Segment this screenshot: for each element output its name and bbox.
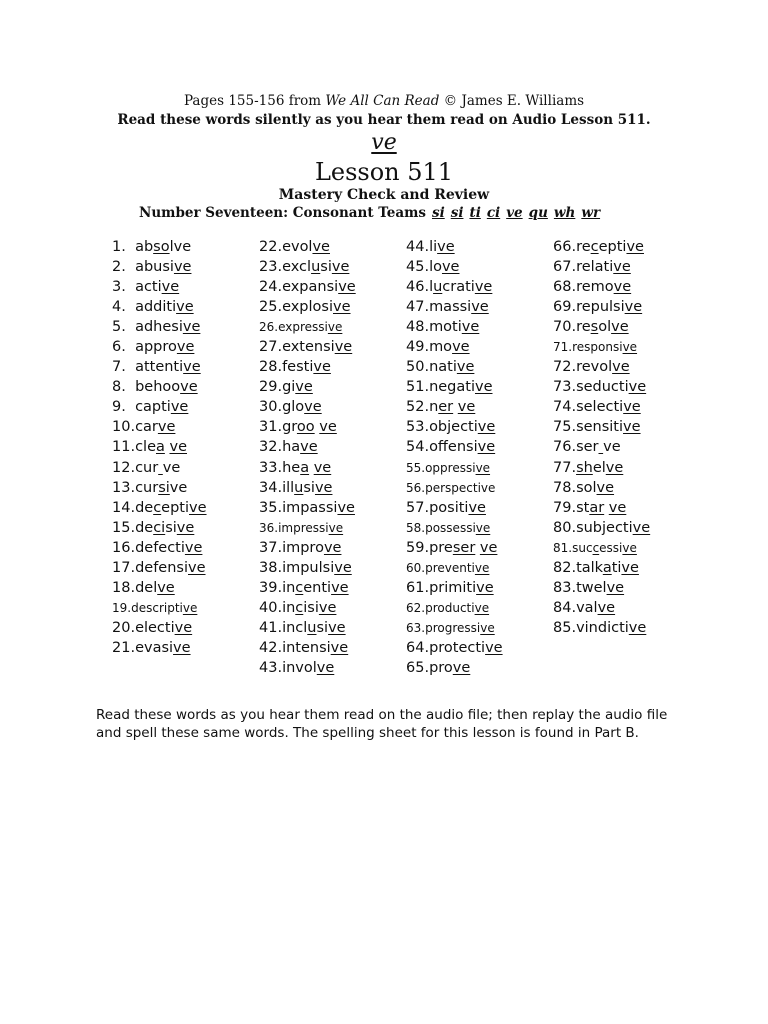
word-item bbox=[406, 658, 503, 678]
word-text: have bbox=[282, 439, 318, 456]
word-item bbox=[112, 638, 207, 658]
word-number: 59. bbox=[406, 539, 430, 556]
team-6: qu bbox=[528, 205, 548, 221]
word-item bbox=[553, 437, 650, 457]
word-item bbox=[406, 598, 503, 618]
word-item bbox=[553, 478, 650, 498]
word-text: preser ve bbox=[429, 539, 498, 556]
word-number: 85. bbox=[553, 619, 577, 636]
word-number: 55. bbox=[406, 460, 426, 475]
word-text: approve bbox=[135, 339, 195, 356]
word-text: active bbox=[135, 279, 180, 296]
word-text: massive bbox=[429, 299, 489, 316]
word-text: positive bbox=[429, 499, 486, 516]
word-number: 69. bbox=[553, 299, 577, 316]
word-item bbox=[259, 598, 356, 618]
word-number: 17. bbox=[112, 559, 136, 576]
word-text: exclusive bbox=[282, 259, 350, 276]
word-item bbox=[112, 377, 207, 397]
word-item bbox=[406, 538, 503, 558]
word-text: vindictive bbox=[576, 619, 647, 636]
word-text: perspective bbox=[425, 480, 496, 495]
word-item bbox=[112, 397, 207, 417]
word-text: captive bbox=[135, 399, 189, 416]
word-item bbox=[112, 357, 207, 377]
word-number: 22. bbox=[259, 239, 283, 255]
word-item bbox=[406, 478, 503, 498]
word-number: 25. bbox=[259, 299, 283, 316]
word-item bbox=[259, 237, 356, 257]
word-number: 32. bbox=[259, 439, 283, 456]
word-number: 71. bbox=[553, 340, 573, 355]
word-item bbox=[406, 618, 503, 638]
word-item bbox=[259, 297, 356, 317]
lesson-subtitle: Mastery Check and Review bbox=[278, 187, 490, 203]
word-number: 34. bbox=[259, 479, 283, 496]
word-number: 82. bbox=[553, 559, 577, 576]
word-number: 68. bbox=[553, 279, 577, 296]
word-item bbox=[112, 417, 207, 437]
word-item bbox=[406, 297, 503, 317]
word-text: objective bbox=[429, 419, 496, 436]
word-text: improve bbox=[282, 539, 342, 556]
word-column-2 bbox=[259, 237, 356, 678]
word-text: abusive bbox=[135, 259, 192, 276]
word-text: incisive bbox=[282, 599, 337, 616]
word-text: remove bbox=[576, 279, 632, 296]
word-item bbox=[112, 598, 207, 618]
word-item bbox=[259, 498, 356, 518]
word-text: productive bbox=[425, 600, 490, 615]
word-text: cursive bbox=[135, 479, 188, 496]
team-5: ve bbox=[506, 205, 523, 221]
word-text: incentive bbox=[282, 579, 349, 596]
word-item bbox=[259, 437, 356, 457]
word-text: oppressive bbox=[425, 460, 491, 475]
word-text: expressive bbox=[278, 320, 343, 335]
word-text: extensive bbox=[282, 339, 353, 356]
word-number: 8. bbox=[112, 379, 136, 396]
word-number: 78. bbox=[553, 479, 577, 496]
word-number: 38. bbox=[259, 559, 283, 576]
word-number: 67. bbox=[553, 259, 577, 276]
word-text: responsive bbox=[572, 340, 638, 355]
word-number: 79. bbox=[553, 499, 577, 516]
word-item bbox=[259, 578, 356, 598]
word-number: 54. bbox=[406, 439, 430, 456]
word-text: negative bbox=[429, 379, 493, 396]
word-item bbox=[406, 558, 503, 578]
word-item bbox=[406, 638, 503, 658]
word-item bbox=[553, 538, 650, 558]
word-number: 50. bbox=[406, 359, 430, 376]
word-number: 16. bbox=[112, 539, 136, 556]
word-item bbox=[553, 237, 650, 257]
word-item bbox=[553, 337, 650, 357]
word-item bbox=[553, 257, 650, 277]
word-item bbox=[259, 377, 356, 397]
word-item bbox=[553, 277, 650, 297]
target-sound: ve bbox=[371, 130, 397, 155]
word-number: 19. bbox=[112, 600, 132, 615]
word-text: seductive bbox=[576, 379, 647, 396]
word-item bbox=[112, 498, 207, 518]
word-text: live bbox=[429, 239, 455, 255]
word-text: explosive bbox=[282, 299, 351, 316]
copyright: © James E. Williams bbox=[443, 93, 585, 109]
word-number: 75. bbox=[553, 419, 577, 436]
word-number: 7. bbox=[112, 359, 136, 376]
word-number: 43. bbox=[259, 659, 283, 676]
word-number: 33. bbox=[259, 459, 283, 476]
word-number: 10. bbox=[112, 419, 136, 436]
word-number: 41. bbox=[259, 619, 283, 636]
word-item bbox=[259, 518, 356, 538]
word-text: involve bbox=[282, 659, 335, 676]
source-citation bbox=[0, 93, 768, 109]
word-text: absolve bbox=[135, 239, 192, 255]
word-text: evasive bbox=[135, 639, 191, 656]
word-item bbox=[406, 277, 503, 297]
word-number: 36. bbox=[259, 520, 279, 535]
word-item bbox=[406, 498, 503, 518]
footer-instruction: Read these words as you hear them read on the audio file; then replay the audio file and spell these same words. The spelling sheet for this lesson is found in Part B. bbox=[96, 707, 668, 741]
word-number: 63. bbox=[406, 620, 426, 635]
word-number: 5. bbox=[112, 319, 136, 336]
word-item bbox=[406, 337, 503, 357]
word-item bbox=[259, 618, 356, 638]
word-item bbox=[112, 478, 207, 498]
word-text: talkative bbox=[576, 559, 639, 576]
word-number: 20. bbox=[112, 619, 136, 636]
word-number: 21. bbox=[112, 639, 136, 656]
word-item bbox=[112, 437, 207, 457]
word-text: glove bbox=[282, 399, 322, 416]
word-item bbox=[406, 317, 503, 337]
word-text: selective bbox=[576, 399, 641, 416]
word-text: adhesive bbox=[135, 319, 201, 336]
word-item bbox=[259, 538, 356, 558]
word-number: 44. bbox=[406, 239, 430, 255]
word-text: elective bbox=[135, 619, 193, 636]
word-item bbox=[259, 317, 356, 337]
word-text: sensitive bbox=[576, 419, 641, 436]
word-column-4 bbox=[553, 237, 650, 638]
word-number: 65. bbox=[406, 659, 430, 676]
word-number: 12. bbox=[112, 459, 136, 476]
word-item bbox=[112, 538, 207, 558]
word-text: clea ve bbox=[135, 439, 187, 456]
word-number: 62. bbox=[406, 600, 426, 615]
word-text: repulsive bbox=[576, 299, 643, 316]
word-item bbox=[406, 377, 503, 397]
word-number: 47. bbox=[406, 299, 430, 316]
word-number: 64. bbox=[406, 639, 430, 656]
word-number: 77. bbox=[553, 459, 577, 476]
word-number: 49. bbox=[406, 339, 430, 356]
word-item bbox=[553, 317, 650, 337]
team-8: wr bbox=[581, 205, 601, 221]
word-text: love bbox=[429, 259, 460, 276]
word-number: 6. bbox=[112, 339, 136, 356]
word-number: 11. bbox=[112, 439, 136, 456]
word-text: hea ve bbox=[282, 459, 332, 476]
word-item bbox=[553, 558, 650, 578]
book-title: We All Can Read bbox=[325, 93, 440, 109]
word-number: 81. bbox=[553, 540, 573, 555]
word-number: 39. bbox=[259, 579, 283, 596]
word-number: 15. bbox=[112, 519, 136, 536]
word-text: ser ve bbox=[576, 439, 621, 456]
word-item bbox=[112, 297, 207, 317]
word-number: 84. bbox=[553, 599, 577, 616]
word-text: defensive bbox=[135, 559, 206, 576]
source-pre: Pages 155-156 from bbox=[183, 93, 322, 109]
team-3: ti bbox=[469, 205, 481, 221]
word-number: 57. bbox=[406, 499, 430, 516]
word-number: 51. bbox=[406, 379, 430, 396]
word-text: evolve bbox=[282, 239, 330, 255]
word-text: motive bbox=[429, 319, 480, 336]
word-text: native bbox=[429, 359, 475, 376]
word-number: 80. bbox=[553, 519, 577, 536]
word-text: solve bbox=[576, 479, 615, 496]
word-text: possessive bbox=[425, 520, 491, 535]
word-text: intensive bbox=[282, 639, 349, 656]
team-7: wh bbox=[553, 205, 576, 221]
word-text: delve bbox=[135, 579, 175, 596]
word-item bbox=[259, 357, 356, 377]
word-number: 27. bbox=[259, 339, 283, 356]
word-item bbox=[259, 638, 356, 658]
word-item bbox=[406, 518, 503, 538]
word-item bbox=[553, 297, 650, 317]
word-item bbox=[259, 458, 356, 478]
word-text: cur ve bbox=[135, 459, 181, 476]
word-number: 3. bbox=[112, 279, 136, 296]
word-number: 42. bbox=[259, 639, 283, 656]
word-number: 56. bbox=[406, 480, 426, 495]
word-number: 9. bbox=[112, 399, 136, 416]
word-number: 72. bbox=[553, 359, 577, 376]
word-item bbox=[553, 598, 650, 618]
word-item bbox=[406, 357, 503, 377]
word-column-1 bbox=[112, 237, 207, 658]
word-text: primitive bbox=[429, 579, 494, 596]
word-item bbox=[112, 237, 207, 257]
word-item bbox=[112, 618, 207, 638]
word-text: carve bbox=[135, 419, 176, 436]
word-number: 4. bbox=[112, 299, 136, 316]
word-column-3 bbox=[406, 237, 503, 678]
word-number: 26. bbox=[259, 320, 279, 335]
word-item bbox=[112, 518, 207, 538]
word-text: successive bbox=[572, 540, 637, 555]
word-item bbox=[406, 257, 503, 277]
word-item bbox=[406, 458, 503, 478]
word-item bbox=[553, 518, 650, 538]
word-item bbox=[553, 357, 650, 377]
word-item bbox=[112, 277, 207, 297]
word-number: 83. bbox=[553, 579, 577, 596]
teams-list bbox=[426, 205, 600, 221]
word-number: 40. bbox=[259, 599, 283, 616]
word-text: preventive bbox=[425, 560, 490, 575]
word-text: shelve bbox=[576, 459, 624, 476]
word-item bbox=[259, 417, 356, 437]
word-number: 28. bbox=[259, 359, 283, 376]
word-item bbox=[553, 618, 650, 638]
word-item bbox=[553, 417, 650, 437]
word-item bbox=[259, 277, 356, 297]
word-text: festive bbox=[282, 359, 331, 376]
word-text: impulsive bbox=[282, 559, 352, 576]
word-text: inclusive bbox=[282, 619, 346, 636]
word-item bbox=[406, 437, 503, 457]
lesson-title: Lesson 511 bbox=[314, 158, 454, 186]
word-text: star ve bbox=[576, 499, 627, 516]
word-text: lucrative bbox=[429, 279, 493, 296]
word-text: revolve bbox=[576, 359, 630, 376]
word-number: 14. bbox=[112, 499, 136, 516]
word-number: 30. bbox=[259, 399, 283, 416]
word-item bbox=[112, 578, 207, 598]
word-text: prove bbox=[429, 659, 471, 676]
word-text: ner ve bbox=[429, 399, 476, 416]
word-text: expansive bbox=[282, 279, 356, 296]
word-text: descriptive bbox=[131, 600, 198, 615]
word-text: defective bbox=[135, 539, 203, 556]
word-text: twelve bbox=[576, 579, 625, 596]
word-text: give bbox=[282, 379, 313, 396]
word-text: illusive bbox=[282, 479, 333, 496]
team-1: si bbox=[431, 205, 445, 221]
word-item bbox=[112, 558, 207, 578]
word-text: behoove bbox=[135, 379, 198, 396]
word-number: 66. bbox=[553, 239, 577, 255]
word-text: subjective bbox=[576, 519, 651, 536]
word-number: 37. bbox=[259, 539, 283, 556]
word-number: 18. bbox=[112, 579, 136, 596]
word-number: 24. bbox=[259, 279, 283, 296]
word-number: 53. bbox=[406, 419, 430, 436]
instruction: Read these words silently as you hear them read on Audio Lesson 511. bbox=[117, 112, 651, 128]
word-text: resolve bbox=[576, 319, 629, 336]
word-number: 31. bbox=[259, 419, 283, 436]
word-number: 58. bbox=[406, 520, 426, 535]
word-number: 29. bbox=[259, 379, 283, 396]
word-item bbox=[259, 397, 356, 417]
word-number: 73. bbox=[553, 379, 577, 396]
word-item bbox=[553, 458, 650, 478]
word-number: 1. bbox=[112, 239, 136, 255]
word-text: move bbox=[429, 339, 470, 356]
teams-label: Number Seventeen: Consonant Teams bbox=[139, 205, 426, 221]
word-number: 70. bbox=[553, 319, 577, 336]
word-item bbox=[406, 237, 503, 257]
word-number: 61. bbox=[406, 579, 430, 596]
word-item bbox=[112, 337, 207, 357]
word-item bbox=[406, 397, 503, 417]
word-text: deceptive bbox=[135, 499, 207, 516]
word-text: progressive bbox=[425, 620, 495, 635]
word-item bbox=[553, 377, 650, 397]
word-text: protective bbox=[429, 639, 503, 656]
word-number: 23. bbox=[259, 259, 283, 276]
word-item bbox=[259, 257, 356, 277]
word-item bbox=[406, 578, 503, 598]
consonant-teams-line bbox=[139, 205, 600, 221]
word-item bbox=[406, 417, 503, 437]
word-item bbox=[259, 658, 356, 678]
word-text: impassive bbox=[282, 499, 355, 516]
word-item bbox=[112, 317, 207, 337]
word-number: 35. bbox=[259, 499, 283, 516]
word-text: relative bbox=[576, 259, 631, 276]
word-item bbox=[259, 478, 356, 498]
word-number: 52. bbox=[406, 399, 430, 416]
word-item bbox=[553, 397, 650, 417]
word-number: 60. bbox=[406, 560, 426, 575]
word-item bbox=[112, 257, 207, 277]
word-number: 76. bbox=[553, 439, 577, 456]
team-4: ci bbox=[486, 205, 501, 221]
word-text: impressive bbox=[278, 520, 344, 535]
word-item bbox=[553, 498, 650, 518]
team-2: si bbox=[450, 205, 464, 221]
word-item bbox=[259, 337, 356, 357]
word-text: groo ve bbox=[282, 419, 337, 436]
word-number: 74. bbox=[553, 399, 577, 416]
word-number: 13. bbox=[112, 479, 136, 496]
word-text: receptive bbox=[576, 239, 644, 255]
word-item bbox=[112, 458, 207, 478]
word-item bbox=[553, 578, 650, 598]
word-text: valve bbox=[576, 599, 616, 616]
word-text: attentive bbox=[135, 359, 201, 376]
word-number: 2. bbox=[112, 259, 136, 276]
word-number: 48. bbox=[406, 319, 430, 336]
word-item bbox=[259, 558, 356, 578]
word-number: 45. bbox=[406, 259, 430, 276]
word-text: additive bbox=[135, 299, 194, 316]
word-number: 46. bbox=[406, 279, 430, 296]
word-text: offensive bbox=[429, 439, 496, 456]
word-text: decisive bbox=[135, 519, 195, 536]
